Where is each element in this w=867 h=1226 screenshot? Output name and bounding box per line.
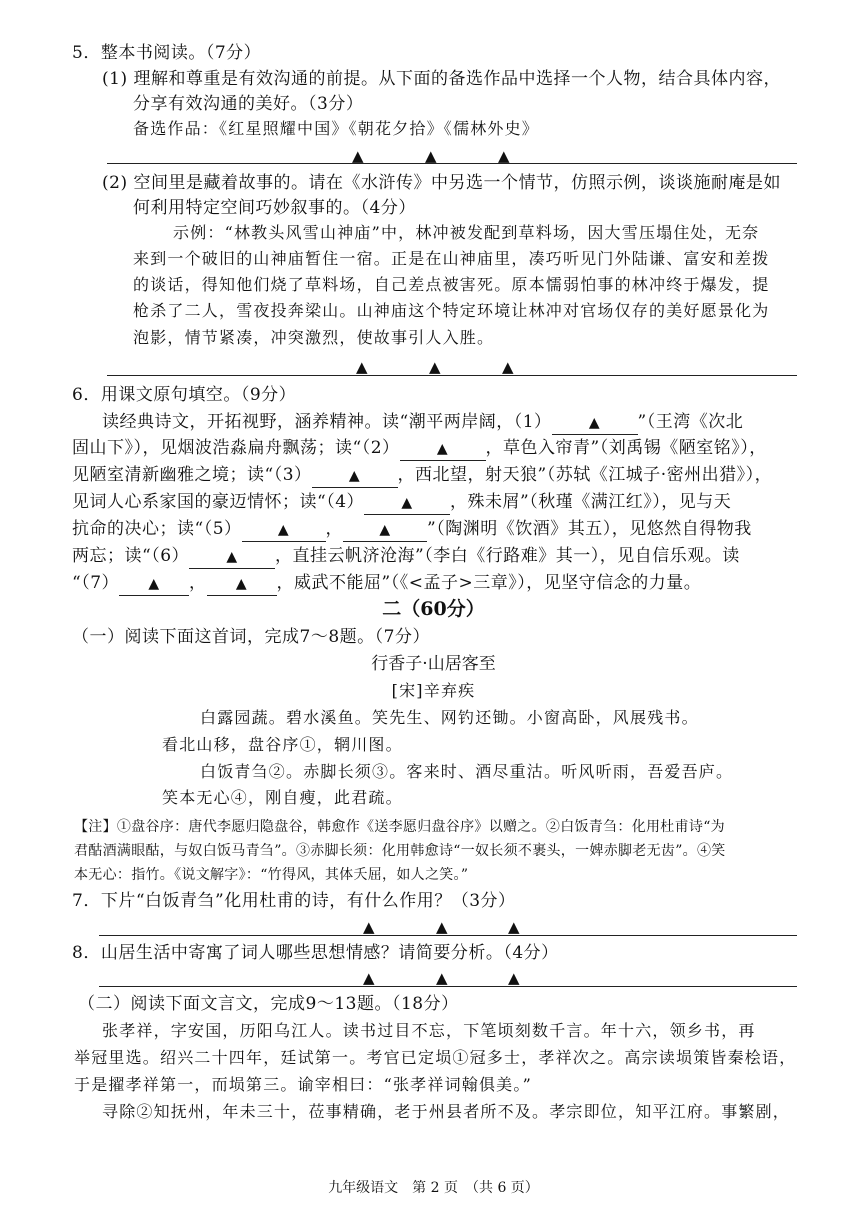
answer-marker: ▲ [429, 358, 441, 376]
q6-line3: 见陋室清新幽雅之境；读“（3） ▲ ，西北望，射天狼”（苏轼《江城子·密州出猎》）， [72, 464, 772, 488]
part1-heading: （一）阅读下面这首词，完成7～8题。（7分） [72, 627, 430, 647]
q5-part1-line2: 分享有效沟通的美好。（3分） [133, 94, 364, 114]
poem-verse4: 笑本无心④，刚自瘦，此君疏。 [162, 788, 403, 807]
q6-line5: 抗命的决心；读“（5） ▲ ， ▲ ”（陶渊明《饮酒》其五），见悠然自得物我 [72, 518, 752, 542]
q6-heading: 6．用课文原句填空。（9分） [72, 385, 297, 405]
q6-line4: 见词人心系家国的豪迈情怀；读“（4） ▲ ，殊未屑”（秋瑾《满江红》），见与天 [72, 491, 731, 515]
example-line1: 示例：“林教头风雪山神庙”中，林冲被发配到草料场，因大雪压塌住处，无奈 [173, 223, 760, 242]
fill-blank-7b[interactable]: ▲ [207, 572, 277, 596]
poem-verse2: 看北山移，盘谷序①，辋川图。 [162, 735, 403, 754]
answer-marker: ▲ [356, 358, 368, 376]
note-line3: 本无心：指竹。《说文解字》：“竹得风，其体夭屈，如人之笑。” [74, 867, 469, 883]
answer-marker: ▲ [508, 969, 520, 987]
answer-marker: ▲ [502, 358, 514, 376]
page-footer: 九年级语文 第 2 页 （共 6 页） [328, 1180, 539, 1196]
answer-line[interactable] [99, 935, 797, 936]
note-line1: 【注】①盘谷序：唐代李愿归隐盘谷，韩愈作《送李愿归盘谷序》以赠之。②白饭青刍：化用杜甫诗“为 [74, 819, 725, 835]
answer-marker: ▲ [436, 969, 448, 987]
note-line2: 君酤酒满眼酤，与奴白饭马青刍”。③赤脚长须：化用韩愈诗“一奴长须不裹头，一婢赤脚老无齿”。④笑 [74, 843, 726, 859]
q5-options: 备选作品：《红星照耀中国》《朝花夕拾》《儒林外史》 [133, 119, 540, 138]
answer-marker: ▲ [363, 918, 375, 936]
answer-marker: ▲ [352, 147, 364, 165]
answer-marker: ▲ [436, 918, 448, 936]
example-line5: 泡影，情节紧凑，冲突激烈，使故事引人入胜。 [133, 328, 495, 347]
example-line2: 来到一个破旧的山神庙暂住一宿。正是在山神庙里，凑巧听见门外陆谦、富安和差拨 [133, 249, 770, 268]
answer-marker: ▲ [508, 918, 520, 936]
q5-part2-line2: 何利用特定空间巧妙叙事的。（4分） [133, 198, 416, 218]
q8-text: 8．山居生活中寄寓了词人哪些思想情感？请简要分析。（4分） [72, 943, 559, 963]
fill-blank-3[interactable]: ▲ [312, 464, 398, 488]
fill-blank-1[interactable]: ▲ [552, 411, 638, 435]
fill-blank-6[interactable]: ▲ [189, 545, 275, 569]
wenyan-line3: 于是擢孝祥第一，而埙第三。谕宰相曰：“张孝祥词翰俱美。” [74, 1075, 532, 1094]
wenyan-line4: 寻除②知抚州，年未三十，莅事精确，老于州县者所不及。孝宗即位，知平江府。事繁剧， [102, 1102, 791, 1121]
q6-line1: 读经典诗文，开拓视野，涵养精神。读“潮平两岸阔，（1） ▲ ”（王湾《次北 [102, 411, 743, 435]
answer-line[interactable] [107, 163, 797, 164]
fill-blank-5a[interactable]: ▲ [242, 518, 326, 542]
q5-part1-line1: (1) 理解和尊重是有效沟通的前提。从下面的备选作品中选择一个人物，结合具体内容， [102, 69, 781, 89]
wenyan-line2: 举冠里选。绍兴二十四年，廷试第一。考官已定埙①冠多士，孝祥次之。高宗读埙策皆秦桧语， [74, 1048, 797, 1067]
section-title: 二（60分） [382, 598, 485, 620]
wenyan-line1: 张孝祥，字安国，历阳乌江人。读书过目不忘，下笔顷刻数千言。年十六，领乡书，再 [102, 1021, 756, 1040]
fill-blank-7a[interactable]: ▲ [119, 572, 189, 596]
poem-verse3: 白饭青刍②。赤脚长须③。客来时、酒尽重沽。听风听雨，吾爱吾庐。 [200, 762, 734, 781]
fill-blank-5b[interactable]: ▲ [343, 518, 427, 542]
answer-marker: ▲ [425, 147, 437, 165]
answer-line[interactable] [99, 986, 797, 987]
q6-line2: 固山下》），见烟波浩淼扁舟飘荡；读“（2） ▲ ，草色入帘青”（刘禹锡《陋室铭》）， [72, 437, 767, 461]
answer-line[interactable] [107, 375, 797, 376]
poem-author: [宋]辛弃疾 [391, 681, 476, 700]
example-line3: 的谈话，得知他们烧了草料场，自己差点被害死。原本懦弱怕事的林冲终于爆发，提 [133, 275, 770, 294]
example-line4: 枪杀了二人，雪夜投奔梁山。山神庙这个特定环境让林冲对官场仅存的美好愿景化为 [133, 301, 770, 320]
poem-title: 行香子·山居客至 [371, 654, 496, 674]
q5-part2-line1: (2) 空间里是藏着故事的。请在《水浒传》中另选一个情节，仿照示例，谈谈施耐庵是如 [102, 173, 781, 193]
answer-marker: ▲ [498, 147, 510, 165]
q7-text: 7．下片“白饭青刍”化用杜甫的诗，有什么作用？（3分） [72, 891, 516, 911]
fill-blank-2[interactable]: ▲ [400, 437, 486, 461]
poem-verse1: 白露园蔬。碧水溪鱼。笑先生、网钓还锄。小窗高卧，风展残书。 [200, 708, 699, 727]
q6-line7: “（7） ▲ ， ▲ ，威武不能屈”（《<孟子>三章》），见坚守信念的力量。 [72, 572, 701, 596]
q6-line6: 两忘；读“（6） ▲ ，直挂云帆济沧海”（李白《行路难》其一），见自信乐观。读 [72, 545, 740, 569]
part2-heading: （二）阅读下面文言文，完成9～13题。（18分） [78, 994, 459, 1014]
answer-marker: ▲ [363, 969, 375, 987]
q5-heading: 5．整本书阅读。（7分） [72, 43, 262, 63]
fill-blank-4[interactable]: ▲ [364, 491, 450, 515]
